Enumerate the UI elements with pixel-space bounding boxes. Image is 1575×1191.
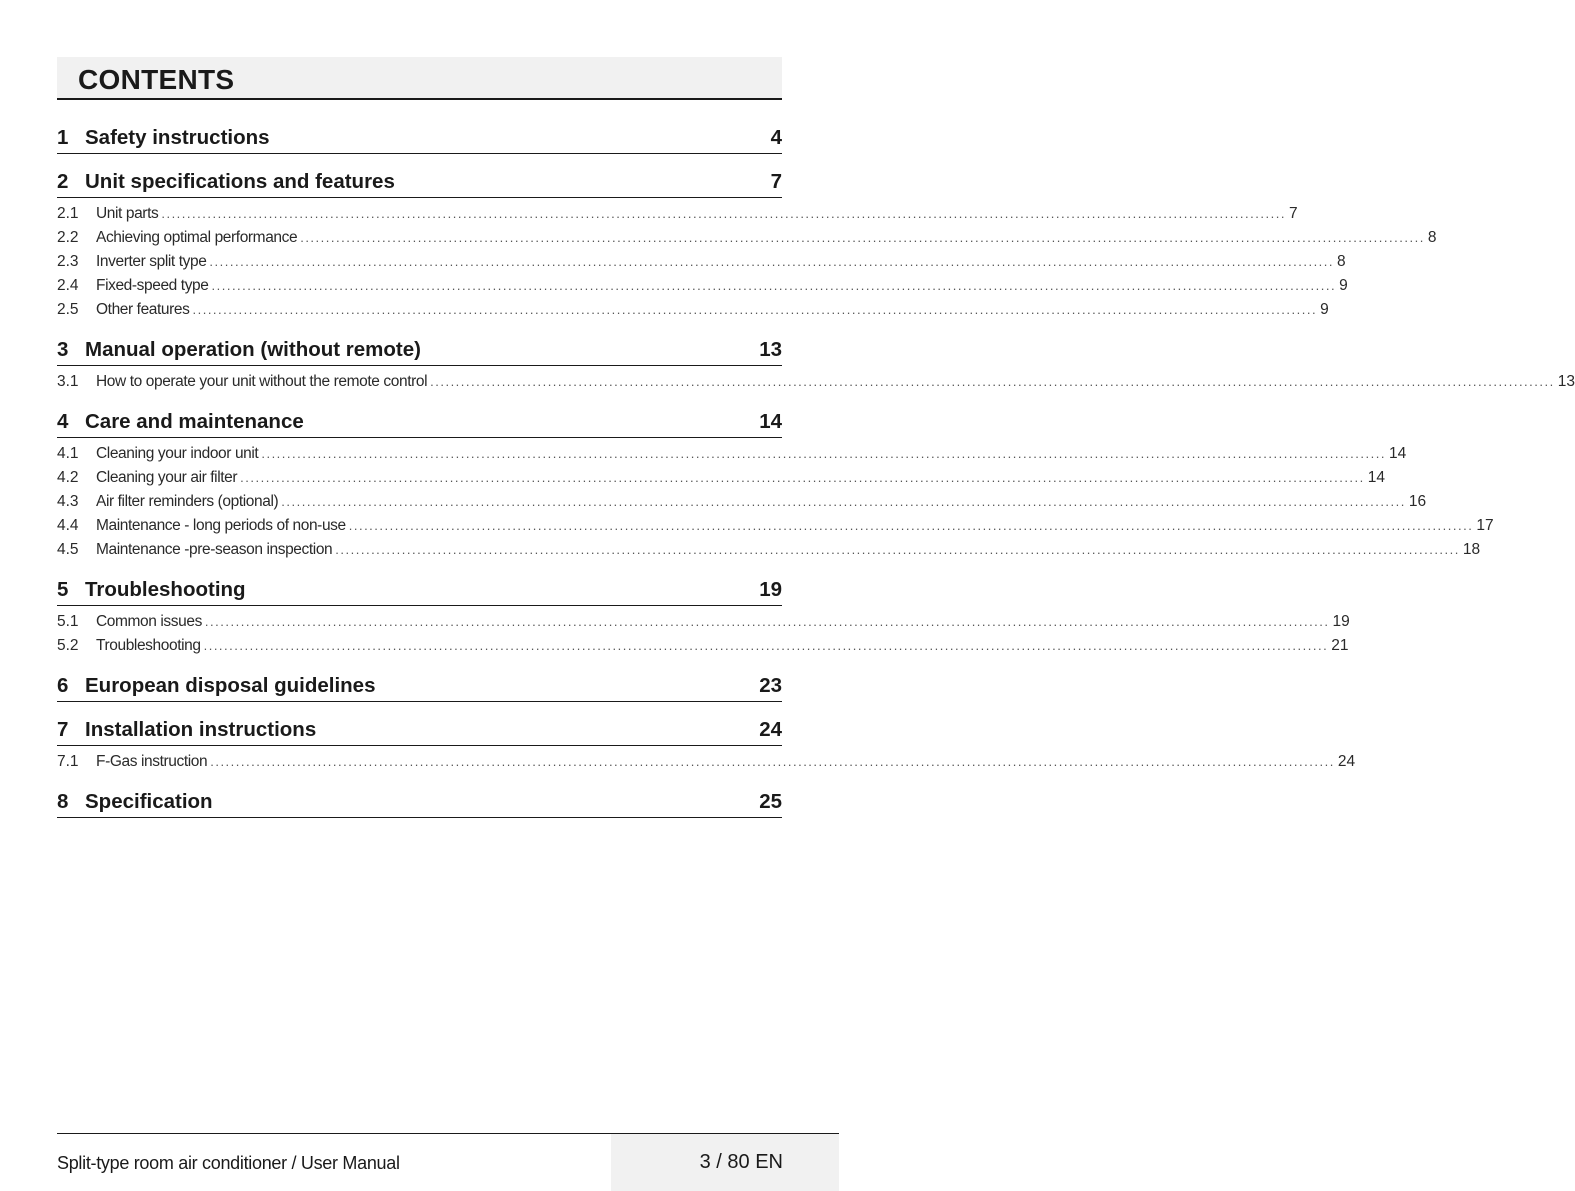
toc-section-number: 2 <box>57 170 69 193</box>
toc-subsection-entry[interactable] <box>57 610 1350 634</box>
toc-subsection-page: 14 <box>1367 469 1386 486</box>
toc-subsection-list <box>57 606 1350 658</box>
dot-leader: ............................................................................................................................................................................................................................ <box>161 206 1286 221</box>
toc-section-page: 7 <box>770 170 782 193</box>
toc-subsection-page: 9 <box>1320 301 1329 318</box>
toc-subsection-title: Cleaning your air filter <box>96 469 238 486</box>
toc-subsection-title: Maintenance -pre-season inspection <box>96 541 333 558</box>
toc-section-page: 14 <box>759 410 782 433</box>
dot-leader: ............................................................................................................................................................................................................................ <box>211 278 1337 293</box>
toc-section-title: European disposal guidelines <box>85 674 376 697</box>
toc-subsection-page: 8 <box>1427 229 1437 246</box>
toc-subsection-entry[interactable] <box>57 750 1356 774</box>
toc-section-page: 25 <box>759 790 782 813</box>
dot-leader: ............................................................................................................................................................................................................................ <box>210 754 1335 769</box>
toc-subsection-title: Troubleshooting <box>96 637 201 654</box>
page-title: CONTENTS <box>78 64 235 95</box>
toc-section-title: Troubleshooting <box>85 578 246 601</box>
toc-subsection-number: 4.3 <box>57 493 79 510</box>
toc-subsection-number: 7.1 <box>57 753 79 770</box>
toc-subsection-entry[interactable] <box>57 202 1298 226</box>
toc-subsection-entry[interactable] <box>57 226 1437 250</box>
toc-section-number: 1 <box>57 126 69 149</box>
toc-subsection-number: 2.3 <box>57 253 79 270</box>
toc-subsection-title: Air filter reminders (optional) <box>96 493 279 510</box>
toc-subsection-page: 13 <box>1557 373 1575 390</box>
dot-leader: ............................................................................................................................................................................................................................ <box>240 470 1365 485</box>
footer-page-number: 3 / 80 EN <box>611 1134 839 1191</box>
toc-subsection-number: 3.1 <box>57 373 79 390</box>
toc-section-heading[interactable] <box>57 322 782 366</box>
toc-section-page: 19 <box>759 578 782 601</box>
dot-leader: ............................................................................................................................................................................................................................ <box>209 254 1335 269</box>
dot-leader: ............................................................................................................................................................................................................................ <box>335 542 1460 557</box>
toc-subsection-page: 24 <box>1337 753 1356 770</box>
toc-subsection-entry[interactable] <box>57 490 1427 514</box>
toc-section-number: 7 <box>57 718 69 741</box>
toc-subsection-number: 2.5 <box>57 301 79 318</box>
toc-subsection-number: 5.1 <box>57 613 79 630</box>
toc-subsection-page: 18 <box>1462 541 1481 558</box>
toc-subsection-page: 21 <box>1331 637 1349 654</box>
toc-section-heading[interactable] <box>57 110 782 154</box>
toc-section-heading[interactable] <box>57 658 782 702</box>
toc-section-page: 4 <box>770 126 782 149</box>
toc-section-number: 3 <box>57 338 69 361</box>
toc-subsection-page: 14 <box>1388 445 1407 462</box>
toc-subsection-list <box>57 366 1575 394</box>
toc-subsection-title: Other features <box>96 301 190 318</box>
toc-subsection-title: How to operate your unit without the remote control <box>96 373 428 390</box>
toc-section-number: 6 <box>57 674 69 697</box>
toc-subsection-page: 7 <box>1288 205 1298 222</box>
toc-section-number: 4 <box>57 410 69 433</box>
toc-section-page: 13 <box>759 338 782 361</box>
dot-leader: ............................................................................................................................................................................................................................ <box>348 518 1474 533</box>
toc-section-title: Unit specifications and features <box>85 170 395 193</box>
toc-subsection-number: 2.2 <box>57 229 79 246</box>
toc-subsection-entry[interactable] <box>57 466 1386 490</box>
toc-subsection-entry[interactable] <box>57 274 1348 298</box>
toc-subsection-entry[interactable] <box>57 538 1481 562</box>
footer-document-title: Split-type room air conditioner / User Manual <box>57 1153 400 1173</box>
toc-subsection-number: 4.1 <box>57 445 79 462</box>
toc-section-title: Specification <box>85 790 213 813</box>
dot-leader: ............................................................................................................................................................................................................................ <box>261 446 1386 461</box>
toc-subsection-number: 4.2 <box>57 469 79 486</box>
toc-subsection-entry[interactable] <box>57 370 1575 394</box>
dot-leader: ............................................................................................................................................................................................................................ <box>204 614 1330 629</box>
dot-leader: ............................................................................................................................................................................................................................ <box>281 494 1406 509</box>
toc-section-title: Installation instructions <box>85 718 317 741</box>
toc-subsection-list <box>57 438 1494 562</box>
toc-subsection-number: 4.5 <box>57 541 79 558</box>
toc-section-heading[interactable] <box>57 154 782 198</box>
toc-section-title: Manual operation (without remote) <box>85 338 421 361</box>
toc-subsection-page: 19 <box>1332 613 1350 630</box>
toc-section-heading[interactable] <box>57 774 782 818</box>
toc-subsection-entry[interactable] <box>57 250 1346 274</box>
toc-section-number: 5 <box>57 578 69 601</box>
toc-subsection-entry[interactable] <box>57 514 1494 538</box>
toc-subsection-title: Unit parts <box>96 205 159 222</box>
toc-section-heading[interactable] <box>57 562 782 606</box>
toc-subsection-title: Cleaning your indoor unit <box>96 445 259 462</box>
dot-leader: ............................................................................................................................................................................................................................ <box>430 374 1555 389</box>
toc-subsection-list <box>57 198 1437 322</box>
toc-subsection-page: 8 <box>1337 253 1346 270</box>
toc-subsection-title: F-Gas instruction <box>96 753 208 770</box>
toc-subsection-entry[interactable] <box>57 442 1407 466</box>
toc-section-number: 8 <box>57 790 69 813</box>
toc-subsection-title: Fixed-speed type <box>96 277 209 294</box>
toc-section-page: 24 <box>759 718 782 741</box>
toc-subsection-entry[interactable] <box>57 634 1349 658</box>
contents-header <box>57 57 782 100</box>
toc-subsection-page: 9 <box>1339 277 1348 294</box>
toc-subsection-page: 16 <box>1408 493 1427 510</box>
toc-subsection-title: Common issues <box>96 613 202 630</box>
toc-section-heading[interactable] <box>57 702 782 746</box>
toc-subsection-page: 17 <box>1476 517 1494 534</box>
toc-section-title: Safety instructions <box>85 126 270 149</box>
toc-section-page: 23 <box>759 674 782 697</box>
toc-subsection-list <box>57 746 1356 774</box>
toc-subsection-number: 5.2 <box>57 637 79 654</box>
toc-section-heading[interactable] <box>57 394 782 438</box>
toc-subsection-number: 2.4 <box>57 277 79 294</box>
toc-section-title: Care and maintenance <box>85 410 304 433</box>
toc-subsection-entry[interactable] <box>57 298 1329 322</box>
dot-leader: ............................................................................................................................................................................................................................ <box>192 302 1318 317</box>
toc-subsection-title: Maintenance - long periods of non-use <box>96 517 346 534</box>
toc-subsection-number: 2.1 <box>57 205 79 222</box>
toc-subsection-title: Inverter split type <box>96 253 207 270</box>
dot-leader: ............................................................................................................................................................................................................................ <box>300 230 1425 245</box>
toc-subsection-number: 4.4 <box>57 517 79 534</box>
toc-subsection-title: Achieving optimal performance <box>96 229 298 246</box>
dot-leader: ............................................................................................................................................................................................................................ <box>203 638 1329 653</box>
table-of-contents <box>57 110 1575 818</box>
